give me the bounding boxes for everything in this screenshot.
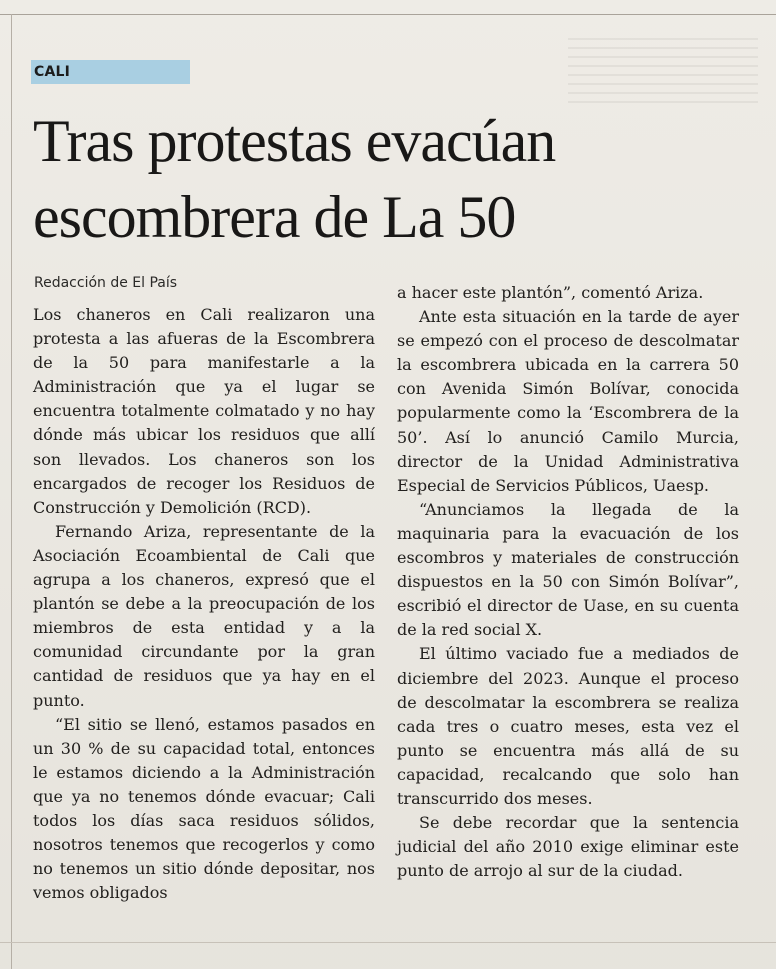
top-rule (0, 14, 776, 15)
paragraph: “El sitio se llenó, estamos pasados en un 30 % de su capacidad total, entonces le estamos diciendo a la Administración que ya no tenemos dónde evacuar; Cali todos los días saca residuos sólidos, nosotros tenemos que recogerlos y como no tenemos un sitio dónde depositar, nos vemos obligados (33, 714, 375, 903)
paragraph: El último vaciado fue a mediados de diciembre del 2023. Aunque el proceso de descolmatar la escombrera se realiza cada tres o cuatro meses, esta vez el punto se encuentra más allá de su capacidad, recalcando que solo han transcurrido dos meses. (397, 644, 739, 808)
article-column-left (33, 303, 375, 905)
paragraph: Fernando Ariza, representante de la Asociación Ecoambiental de Cali que agrupa a los chaneros, expresó que el plantón se debe a la preocupación de los miembros de esta entidad y a la comunidad circundante por la gran cantidad de residuos que ya hay en el punto. (33, 521, 375, 710)
paragraph: Se debe recordar que la sentencia judicial del año 2010 exige eliminar este punto de arrojo al sur de la ciudad. (397, 813, 739, 881)
paragraph: a hacer este plantón”, comentó Ariza. (397, 283, 704, 302)
show-through-lines (568, 38, 758, 110)
article-column-right (397, 281, 739, 883)
bottom-rule (0, 942, 776, 943)
byline: Redacción de El País (34, 275, 178, 291)
section-tag: CALI (31, 60, 190, 84)
headline: Tras protestas evacúan escombrera de La 50 (33, 108, 556, 250)
paragraph: “Anunciamos la llegada de la maquinaria para la evacuación de los escombros y materiales de construcción dispuestos en la 50 con Simón Bolívar”, escribió el director de Uase, en su cuenta de la red social X. (397, 499, 739, 640)
left-column-rule (11, 14, 12, 969)
paragraph: Los chaneros en Cali realizaron una protesta a las afueras de la Escombrera de la 50 para manifestarle a la Administración que ya el lugar se encuentra totalmente colmatado y no hay dónde más ubicar los residuos que allí son llevados. Los chaneros son los encargados de recoger los Residuos de Construcción y Demolición (RCD). (33, 305, 375, 517)
paragraph: Ante esta situación en la tarde de ayer se empezó con el proceso de descolmatar la escombrera ubicada en la carrera 50 con Avenida Simón Bolívar, conocida popularmente como la ‘Escombrera de la 50’. Así lo anunció Camilo Murcia, director de la Unidad Administrativa Especial de Servicios Públicos, Uaesp. (397, 307, 739, 495)
